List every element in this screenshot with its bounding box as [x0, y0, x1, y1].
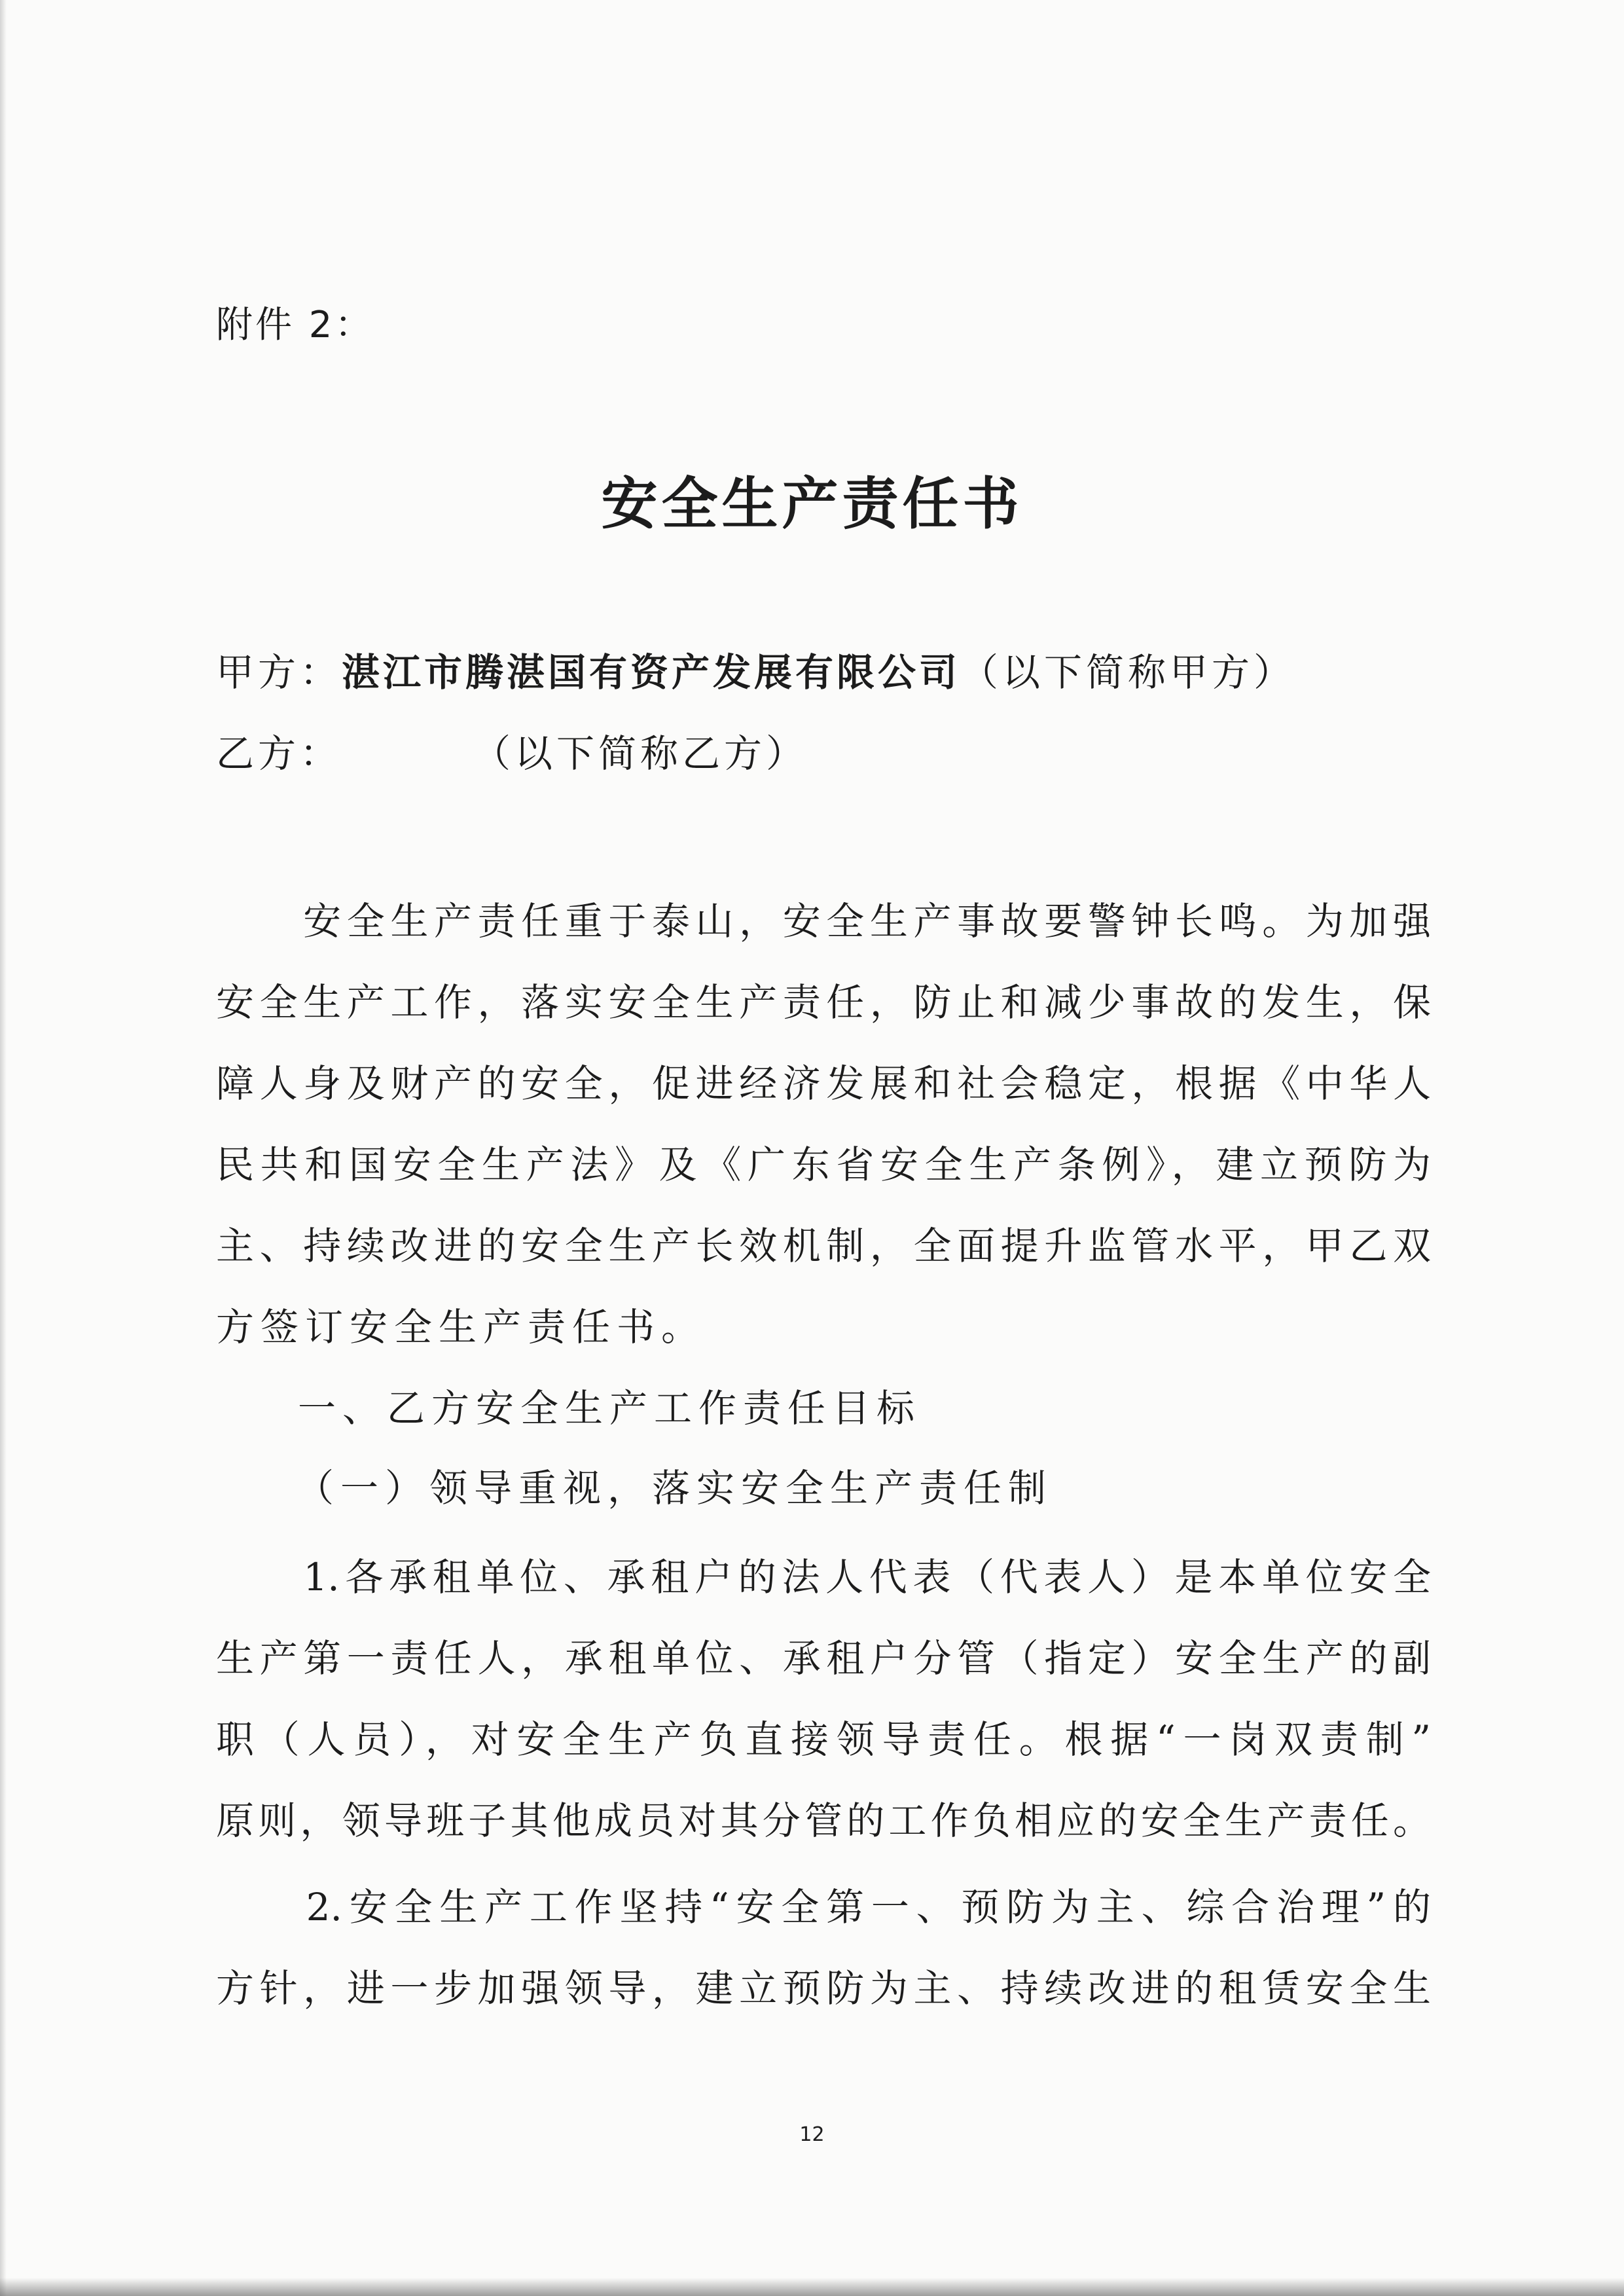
- item-2-line: 方针，进一步加强领导，建立预防为主、持续改进的租赁安全生: [216, 1966, 1431, 2011]
- intro-line: 障人身及财产的安全，促进经济发展和社会稳定，根据《中华人: [216, 1061, 1431, 1106]
- item-1-line: 1.各承租单位、承租户的法人代表（代表人）是本单位安全: [216, 1555, 1431, 1599]
- item-1-line: 生产第一责任人，承租单位、承租户分管（指定）安全生产的副: [216, 1636, 1431, 1681]
- scan-left-edge: [0, 0, 7, 2296]
- party-b-suffix: （以下简称乙方）: [473, 731, 808, 776]
- item-2-line: 2.安全生产工作坚持“安全第一、预防为主、综合治理”的: [216, 1885, 1431, 1929]
- party-a-suffix: （以下简称甲方）: [960, 650, 1296, 695]
- document-title: 安全生产责任书: [601, 471, 1023, 537]
- intro-line: 主、持续改进的安全生产长效机制，全面提升监管水平，甲乙双: [216, 1224, 1431, 1268]
- party-b-label: 乙方：: [216, 731, 342, 776]
- party-a-label: 甲方：: [216, 650, 342, 695]
- intro-line: 方签订安全生产责任书。: [216, 1305, 706, 1349]
- scan-bottom-edge: [0, 2278, 1624, 2296]
- item-1-line: 职（人员），对安全生产负直接领导责任。根据“一岗双责制”: [216, 1717, 1431, 1762]
- page-number: 12: [799, 2123, 825, 2146]
- subsection-heading: （一）领导重视，落实安全生产责任制: [296, 1466, 1053, 1510]
- party-a-line: [216, 642, 1295, 697]
- party-b-line: [216, 723, 808, 778]
- party-a-name: 湛江市腾湛国有资产发展有限公司: [342, 650, 961, 695]
- annex-label: 附件 2：: [216, 304, 374, 346]
- item-1-line: 原则，领导班子其他成员对其分管的工作负相应的安全生产责任。: [216, 1798, 1431, 1843]
- section-heading: 一、乙方安全生产工作责任目标: [298, 1386, 922, 1430]
- intro-line: 安全生产工作，落实安全生产责任，防止和减少事故的发生，保: [216, 980, 1431, 1025]
- intro-line: 安全生产责任重于泰山，安全生产事故要警钟长鸣。为加强: [216, 899, 1431, 943]
- intro-line: 民共和国安全生产法》及《广东省安全生产条例》，建立预防为: [216, 1142, 1431, 1187]
